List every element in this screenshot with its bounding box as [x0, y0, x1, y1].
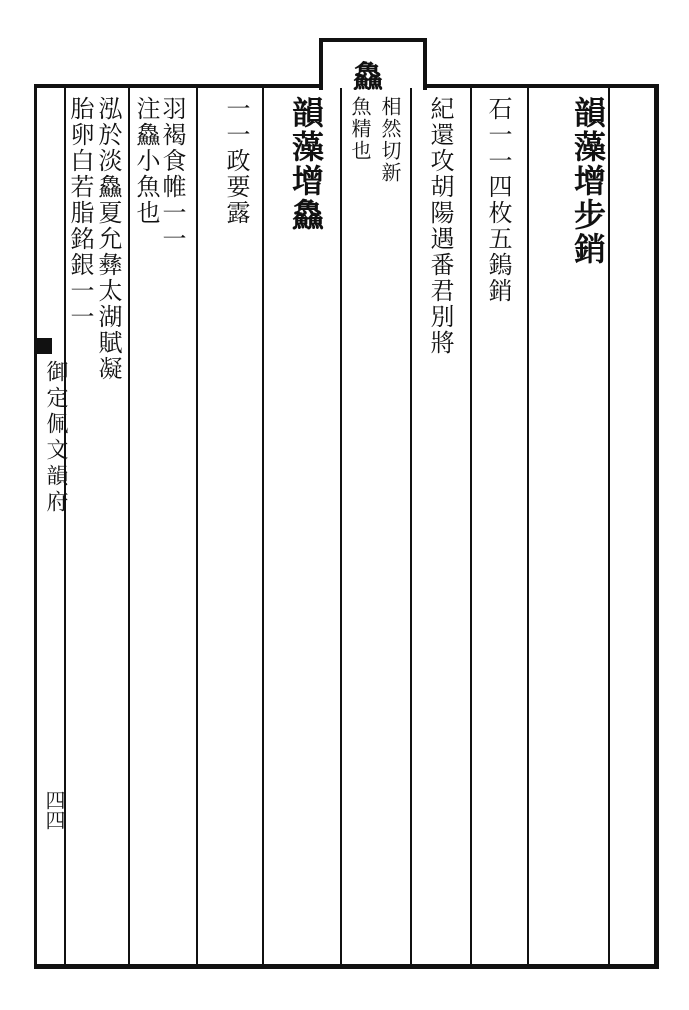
heading-character: 鱻	[353, 60, 383, 95]
column-rule	[196, 88, 198, 964]
page-number: 四四	[42, 790, 66, 830]
text-column-11: 胎卵白若脂銘銀一一	[66, 96, 94, 330]
column-rule	[128, 88, 130, 964]
text-column-4: 相然切新	[378, 96, 402, 184]
column-rule	[527, 88, 529, 964]
fish-tail-mark	[36, 338, 52, 354]
text-column-5: 魚精也	[348, 96, 372, 162]
frame-left-border	[34, 84, 37, 969]
text-column-1: 韻藻增步銷	[569, 96, 607, 266]
text-column-9: 注鱻小魚也	[132, 96, 160, 226]
margin-book-title: 御定佩文韻府	[43, 360, 68, 516]
column-rule	[340, 88, 342, 964]
text-column-2: 石一一四枚五鎢銷	[484, 96, 512, 304]
text-column-6: 韻藻增鱻	[287, 96, 325, 232]
column-rule	[410, 88, 412, 964]
text-column-10: 泓於淡鱻夏允彝太湖賦凝	[94, 96, 122, 382]
text-column-3: 紀還攻胡陽遇番君別將	[426, 96, 454, 356]
text-column-7: 一一政要露	[222, 96, 250, 226]
column-rule	[262, 88, 264, 964]
text-column-8: 羽褐食帷一一	[158, 96, 186, 252]
frame-right-border	[654, 84, 659, 969]
column-rule	[608, 88, 610, 964]
column-rule	[470, 88, 472, 964]
frame-bottom-border	[34, 964, 659, 969]
